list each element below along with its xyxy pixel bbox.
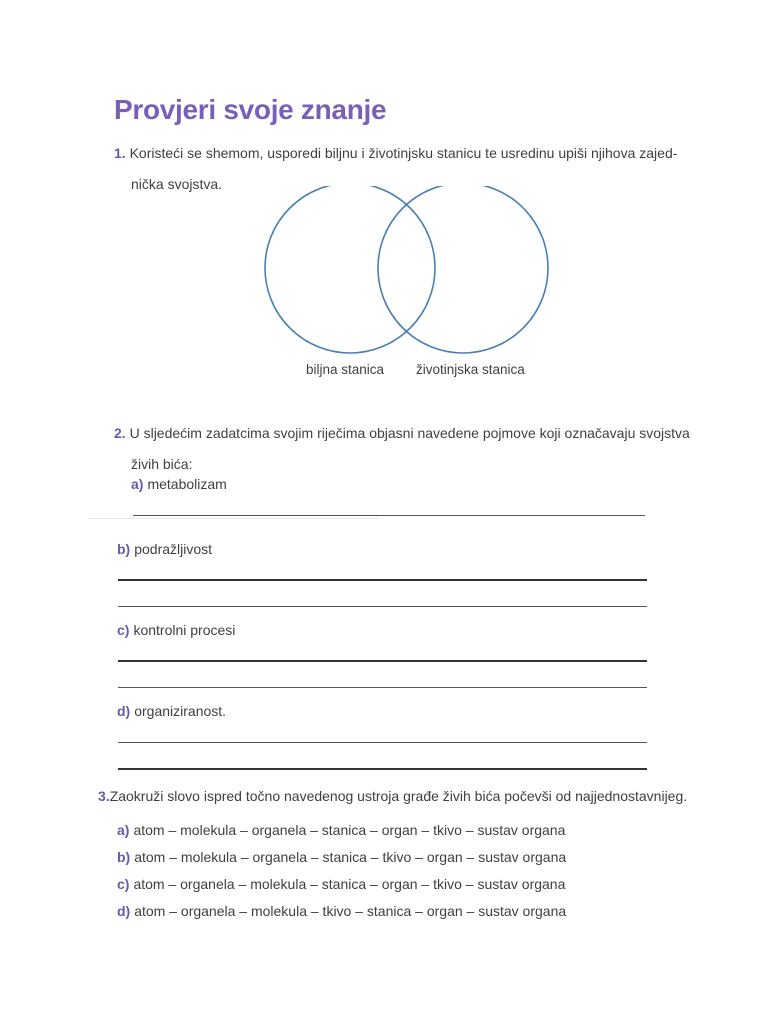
answer-line[interactable] bbox=[118, 742, 647, 743]
subitem-text: metabolizam bbox=[147, 476, 227, 492]
subitem-text: kontrolni procesi bbox=[133, 622, 236, 638]
option-b[interactable] bbox=[117, 849, 566, 865]
question-number: 2. bbox=[114, 425, 126, 441]
question-text-continued: živih bića: bbox=[131, 456, 193, 472]
option-text: atom – organela – molekula – tkivo – stanica – organ – sustav organa bbox=[134, 903, 567, 919]
subitem-letter: d) bbox=[117, 703, 131, 719]
venn-diagram bbox=[255, 186, 565, 354]
venn-circle-right bbox=[378, 186, 548, 353]
option-letter[interactable]: d) bbox=[117, 903, 131, 919]
subitem-letter: c) bbox=[117, 622, 130, 638]
question-3 bbox=[98, 788, 687, 804]
option-letter[interactable]: c) bbox=[117, 876, 130, 892]
subitem-letter: a) bbox=[131, 476, 144, 492]
option-letter[interactable]: a) bbox=[117, 822, 130, 838]
option-text: atom – organela – molekula – stanica – organ – tkivo – sustav organa bbox=[133, 876, 566, 892]
answer-line[interactable] bbox=[118, 768, 647, 770]
question-text: Koristeći se shemom, usporedi biljnu i životinjsku stanicu te usredinu upiši njihova zajed- bbox=[129, 145, 678, 161]
option-text: atom – molekula – organela – stanica – organ – tkivo – sustav organa bbox=[133, 822, 566, 838]
answer-line[interactable] bbox=[118, 579, 647, 581]
venn-label-right: životinjska stanica bbox=[416, 362, 525, 377]
subitem-text: podražljivost bbox=[134, 541, 213, 557]
venn-label-left: biljna stanica bbox=[306, 362, 385, 377]
question-number: 3. bbox=[98, 788, 110, 804]
question-text-continued: nička svojstva. bbox=[131, 176, 223, 192]
option-text: atom – molekula – organela – stanica – tkivo – organ – sustav organa bbox=[134, 849, 567, 865]
question-number: 1. bbox=[114, 145, 126, 161]
subitem-c bbox=[117, 622, 235, 638]
subitem-text: organiziranost. bbox=[134, 703, 227, 719]
venn-circle-left bbox=[265, 186, 435, 353]
question-text: Zaokruži slovo ispred točno navedenog ustroja građe živih bića počevši od najjednostavnijeg. bbox=[109, 788, 688, 804]
answer-line[interactable] bbox=[118, 660, 647, 662]
option-d[interactable] bbox=[117, 903, 566, 919]
subitem-letter: b) bbox=[117, 541, 131, 557]
subitem-a bbox=[131, 476, 227, 492]
subitem-d bbox=[117, 703, 226, 719]
option-c[interactable] bbox=[117, 876, 565, 892]
question-text: U sljedećim zadatcima svojim riječima objasni navedene pojmove koji označavaju svojstva bbox=[129, 425, 690, 441]
page-title: Provjeri svoje znanje bbox=[114, 94, 387, 125]
divider bbox=[88, 518, 378, 519]
option-a[interactable] bbox=[117, 822, 565, 838]
answer-line[interactable] bbox=[118, 606, 647, 607]
answer-line[interactable] bbox=[118, 687, 647, 688]
option-letter[interactable]: b) bbox=[117, 849, 131, 865]
question-2 bbox=[114, 418, 694, 480]
subitem-b bbox=[117, 541, 212, 557]
answer-line[interactable] bbox=[133, 515, 645, 516]
